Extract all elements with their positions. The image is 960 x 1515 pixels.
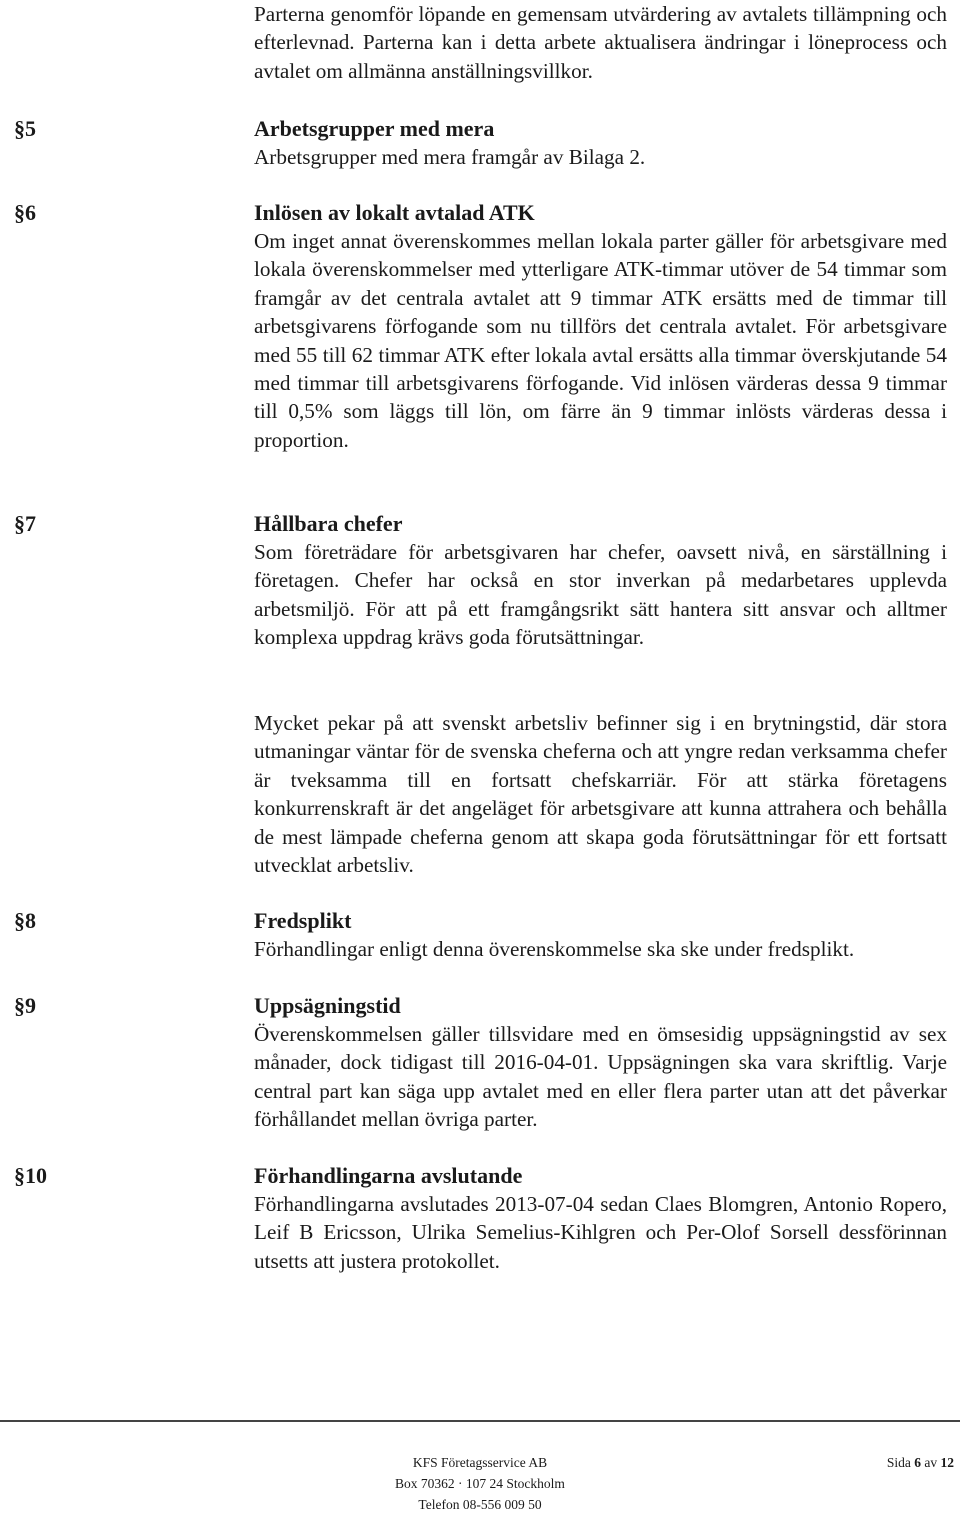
section-6-body: Om inget annat överenskommes mellan lokala parter gäller för arbetsgivare med lokala överenskommelser med ytterligare ATK-timmar utöver de 54 timmar som framgår av det centrala avtalet att 9 timmar ATK ersätts med de timmar till arbetsgivarens förfogande som nu tillförs det centrala avtalet. För arbetsgivare med 55 till 62 timmar ATK efter lokala avtal ersätts alla timmar överskjutande 54 med timmar till arbetsgivarens förfogande. Vid inlösen värderas dessa 9 timmar till 0,5% som läggs till lön, om färre än 9 timmar inlösts värderas dessa i proportion.	[254, 229, 947, 452]
section-7-number: §7	[14, 511, 36, 536]
section-9-content	[254, 992, 947, 1134]
section-6-content	[254, 199, 947, 454]
intro-content	[254, 0, 947, 85]
section-7-content-2	[254, 709, 947, 879]
section-10-content	[254, 1162, 947, 1275]
section-7-body: Som företrädare för arbetsgivaren har chefer, oavsett nivå, en särställning i företagen. Chefer har också en stor inverkan på medarbetares upplevda arbetsmiljö. För att på ett framgångsrikt sätt hantera sitt ansvar och alltmer komplexa uppdrag krävs goda förutsättningar.	[254, 540, 947, 650]
page-separator: av	[924, 1455, 938, 1470]
section-9-body: Överenskommelsen gäller tillsvidare med en ömsesidig uppsägningstid av sex månader, dock tidigast till 2016-04-01. Uppsägningen ska vara skriftlig. Varje central part kan säga upp avtalet med en eller flera parter utan att det påverkar förhållandet mellan övriga parter.	[254, 1022, 947, 1132]
section-9-number: §9	[14, 993, 36, 1018]
intro-text: Parterna genomför löpande en gemensam utvärdering av avtalets tillämpning och efterlevnad. Parterna kan i detta arbete aktualisera ändringar i löneprocess och avtalet om allmänna anställningsvillkor.	[254, 2, 947, 83]
section-9-title: Uppsägningstid	[254, 993, 401, 1018]
footer-company: KFS Företagsservice AB	[412, 1455, 548, 1470]
page-number	[887, 1452, 954, 1473]
section-6-title: Inlösen av lokalt avtalad ATK	[254, 200, 535, 225]
page-prefix: Sida	[886, 1455, 911, 1470]
footer-phone: Telefon 08-556 009 50	[418, 1497, 542, 1512]
footer-company-info	[330, 1452, 630, 1515]
section-8-number: §8	[14, 908, 36, 933]
section-6-number: §6	[14, 200, 36, 225]
footer-divider	[0, 1420, 960, 1422]
section-10-number: §10	[14, 1163, 47, 1188]
section-8-title: Fredsplikt	[254, 908, 352, 933]
section-7-title: Hållbara chefer	[254, 511, 403, 536]
page-current: 6	[914, 1455, 921, 1470]
section-5-title: Arbetsgrupper med mera	[254, 116, 495, 141]
section-5-content	[254, 115, 947, 171]
section-10-title: Förhandlingarna avslutande	[254, 1163, 523, 1188]
section-5-number: §5	[14, 116, 36, 141]
section-7-content	[254, 510, 947, 652]
footer-address: Box 70362 · 107 24 Stockholm	[395, 1476, 565, 1491]
section-7-body-2: Mycket pekar på att svenskt arbetsliv befinner sig i en brytningstid, där stora utmaningar väntar för de svenska cheferna och att yngre redan verksamma chefer är tveksamma till en fortsatt chefskarriär. För att stärka företagens konkurrenskraft är det angeläget för arbetsgivare att kunna attrahera och behålla de mest lämpade cheferna genom att skapa goda förutsättningar för ett fortsatt utvecklat arbetsliv.	[254, 711, 947, 878]
section-8-body: Förhandlingar enligt denna överenskommelse ska ske under fredsplikt.	[254, 937, 855, 961]
page-total: 12	[940, 1455, 954, 1470]
section-8-content	[254, 907, 947, 963]
section-10-body: Förhandlingarna avslutades 2013-07-04 sedan Claes Blomgren, Antonio Ropero, Leif B Ericsson, Ulrika Semelius-Kihlgren och Per-Olof Sorsell dessförinnan utsetts att justera protokollet.	[254, 1192, 947, 1273]
section-5-body: Arbetsgrupper med mera framgår av Bilaga 2.	[254, 145, 646, 169]
